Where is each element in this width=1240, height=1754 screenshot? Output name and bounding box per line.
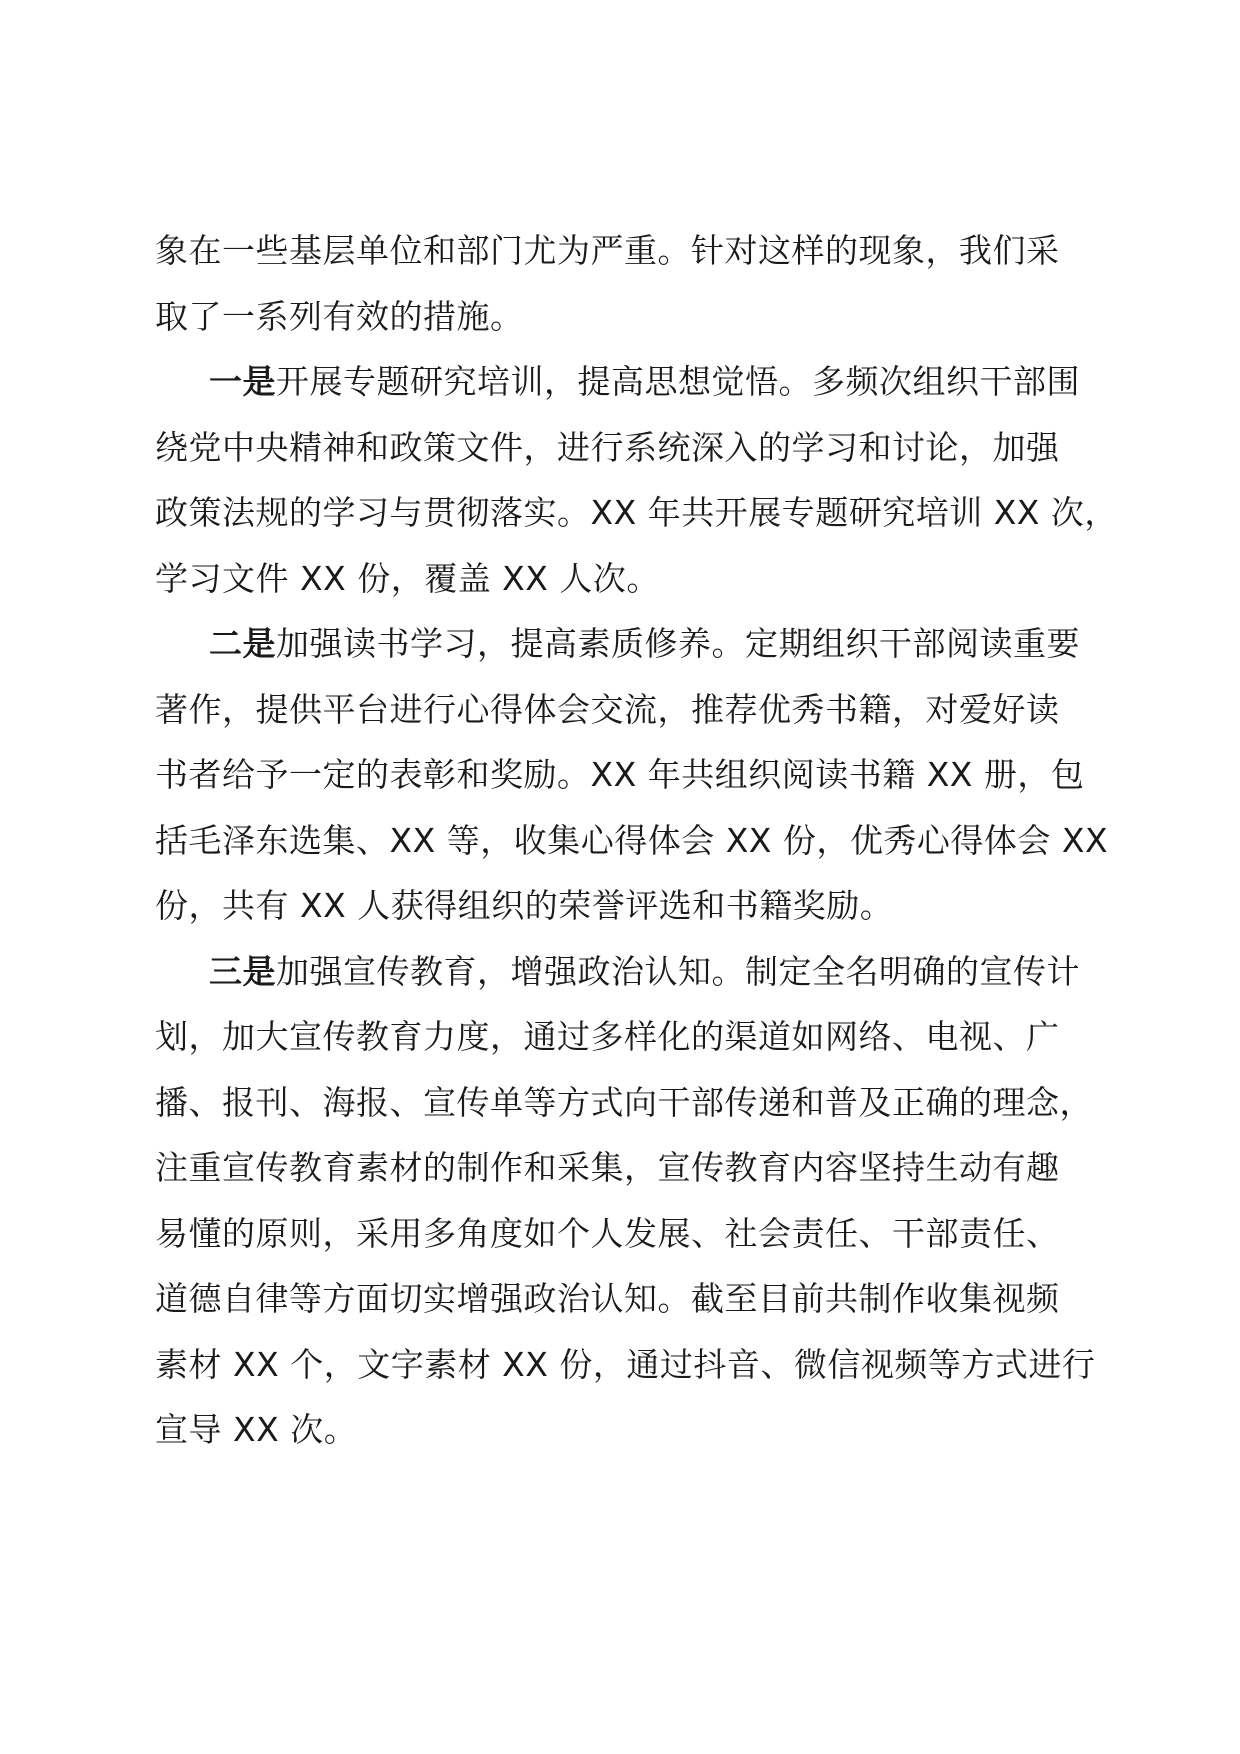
text-line: 份，共有 XX 人获得组织的荣誉评选和书籍奖励。 <box>155 886 894 925</box>
text-line: 象在一些基层单位和部门尤为严重。针对这样的现象，我们采 <box>155 231 1060 270</box>
continuation-paragraph <box>155 218 1095 349</box>
text-line: 注重宣传教育素材的制作和采集，宣传教育内容坚持生动有趣 <box>155 1148 1060 1187</box>
text-line: 宣导 XX 次。 <box>155 1410 358 1449</box>
paragraph-first-line <box>155 939 1095 1005</box>
paragraph-first-line-text: 加强宣传教育，增强政治认知。制定全名明确的宣传计 <box>276 951 1080 991</box>
text-line: 道德自律等方面切实增强政治认知。截至目前共制作收集视频 <box>155 1279 1060 1318</box>
text-line: 易懂的原则，采用多角度如个人发展、社会责任、干部责任、 <box>155 1213 1060 1253</box>
paragraph-first-line <box>155 349 1095 415</box>
text-line: 播、报刊、海报、宣传单等方式向干部传递和普及正确的理念， <box>155 1082 1093 1122</box>
paragraph-lead: 二是 <box>209 624 276 663</box>
text-line: 素材 XX 个，文字素材 XX 份，通过抖音、微信视频等方式进行 <box>155 1344 1096 1384</box>
text-line: 学习文件 XX 份，覆盖 XX 人次。 <box>155 558 660 598</box>
paragraph-first-line <box>155 611 1095 677</box>
text-line: 划，加大宣传教育力度，通过多样化的渠道如网络、电视、广 <box>155 1017 1060 1056</box>
text-line: 括毛泽东选集、XX 等，收集心得体会 XX 份，优秀心得体会 XX <box>155 820 1109 860</box>
paragraph-first-line-text: 开展专题研究培训，提高思想觉悟。多频次组织干部围 <box>276 362 1080 401</box>
paragraph-three <box>155 939 1095 1463</box>
paragraph-one <box>155 349 1118 611</box>
text-line: 取了一系列有效的措施。 <box>155 296 524 336</box>
paragraph-two <box>155 611 1109 939</box>
text-line: 书者给予一定的表彰和奖励。XX 年共组织阅读书籍 XX 册，包 <box>155 755 1085 794</box>
paragraph-first-line-text: 加强读书学习，提高素质修养。定期组织干部阅读重要 <box>276 624 1080 663</box>
text-line: 政策法规的学习与贯彻落实。XX 年共开展专题研究培训 XX 次， <box>155 493 1118 532</box>
text-line: 绕党中央精神和政策文件，进行系统深入的学习和讨论，加强 <box>155 427 1060 467</box>
text-line: 著作，提供平台进行心得体会交流，推荐优秀书籍，对爱好读 <box>155 689 1060 729</box>
body-text <box>155 218 1118 1463</box>
paragraph-lead: 一是 <box>209 362 276 401</box>
paragraph-lead: 三是 <box>209 951 276 991</box>
